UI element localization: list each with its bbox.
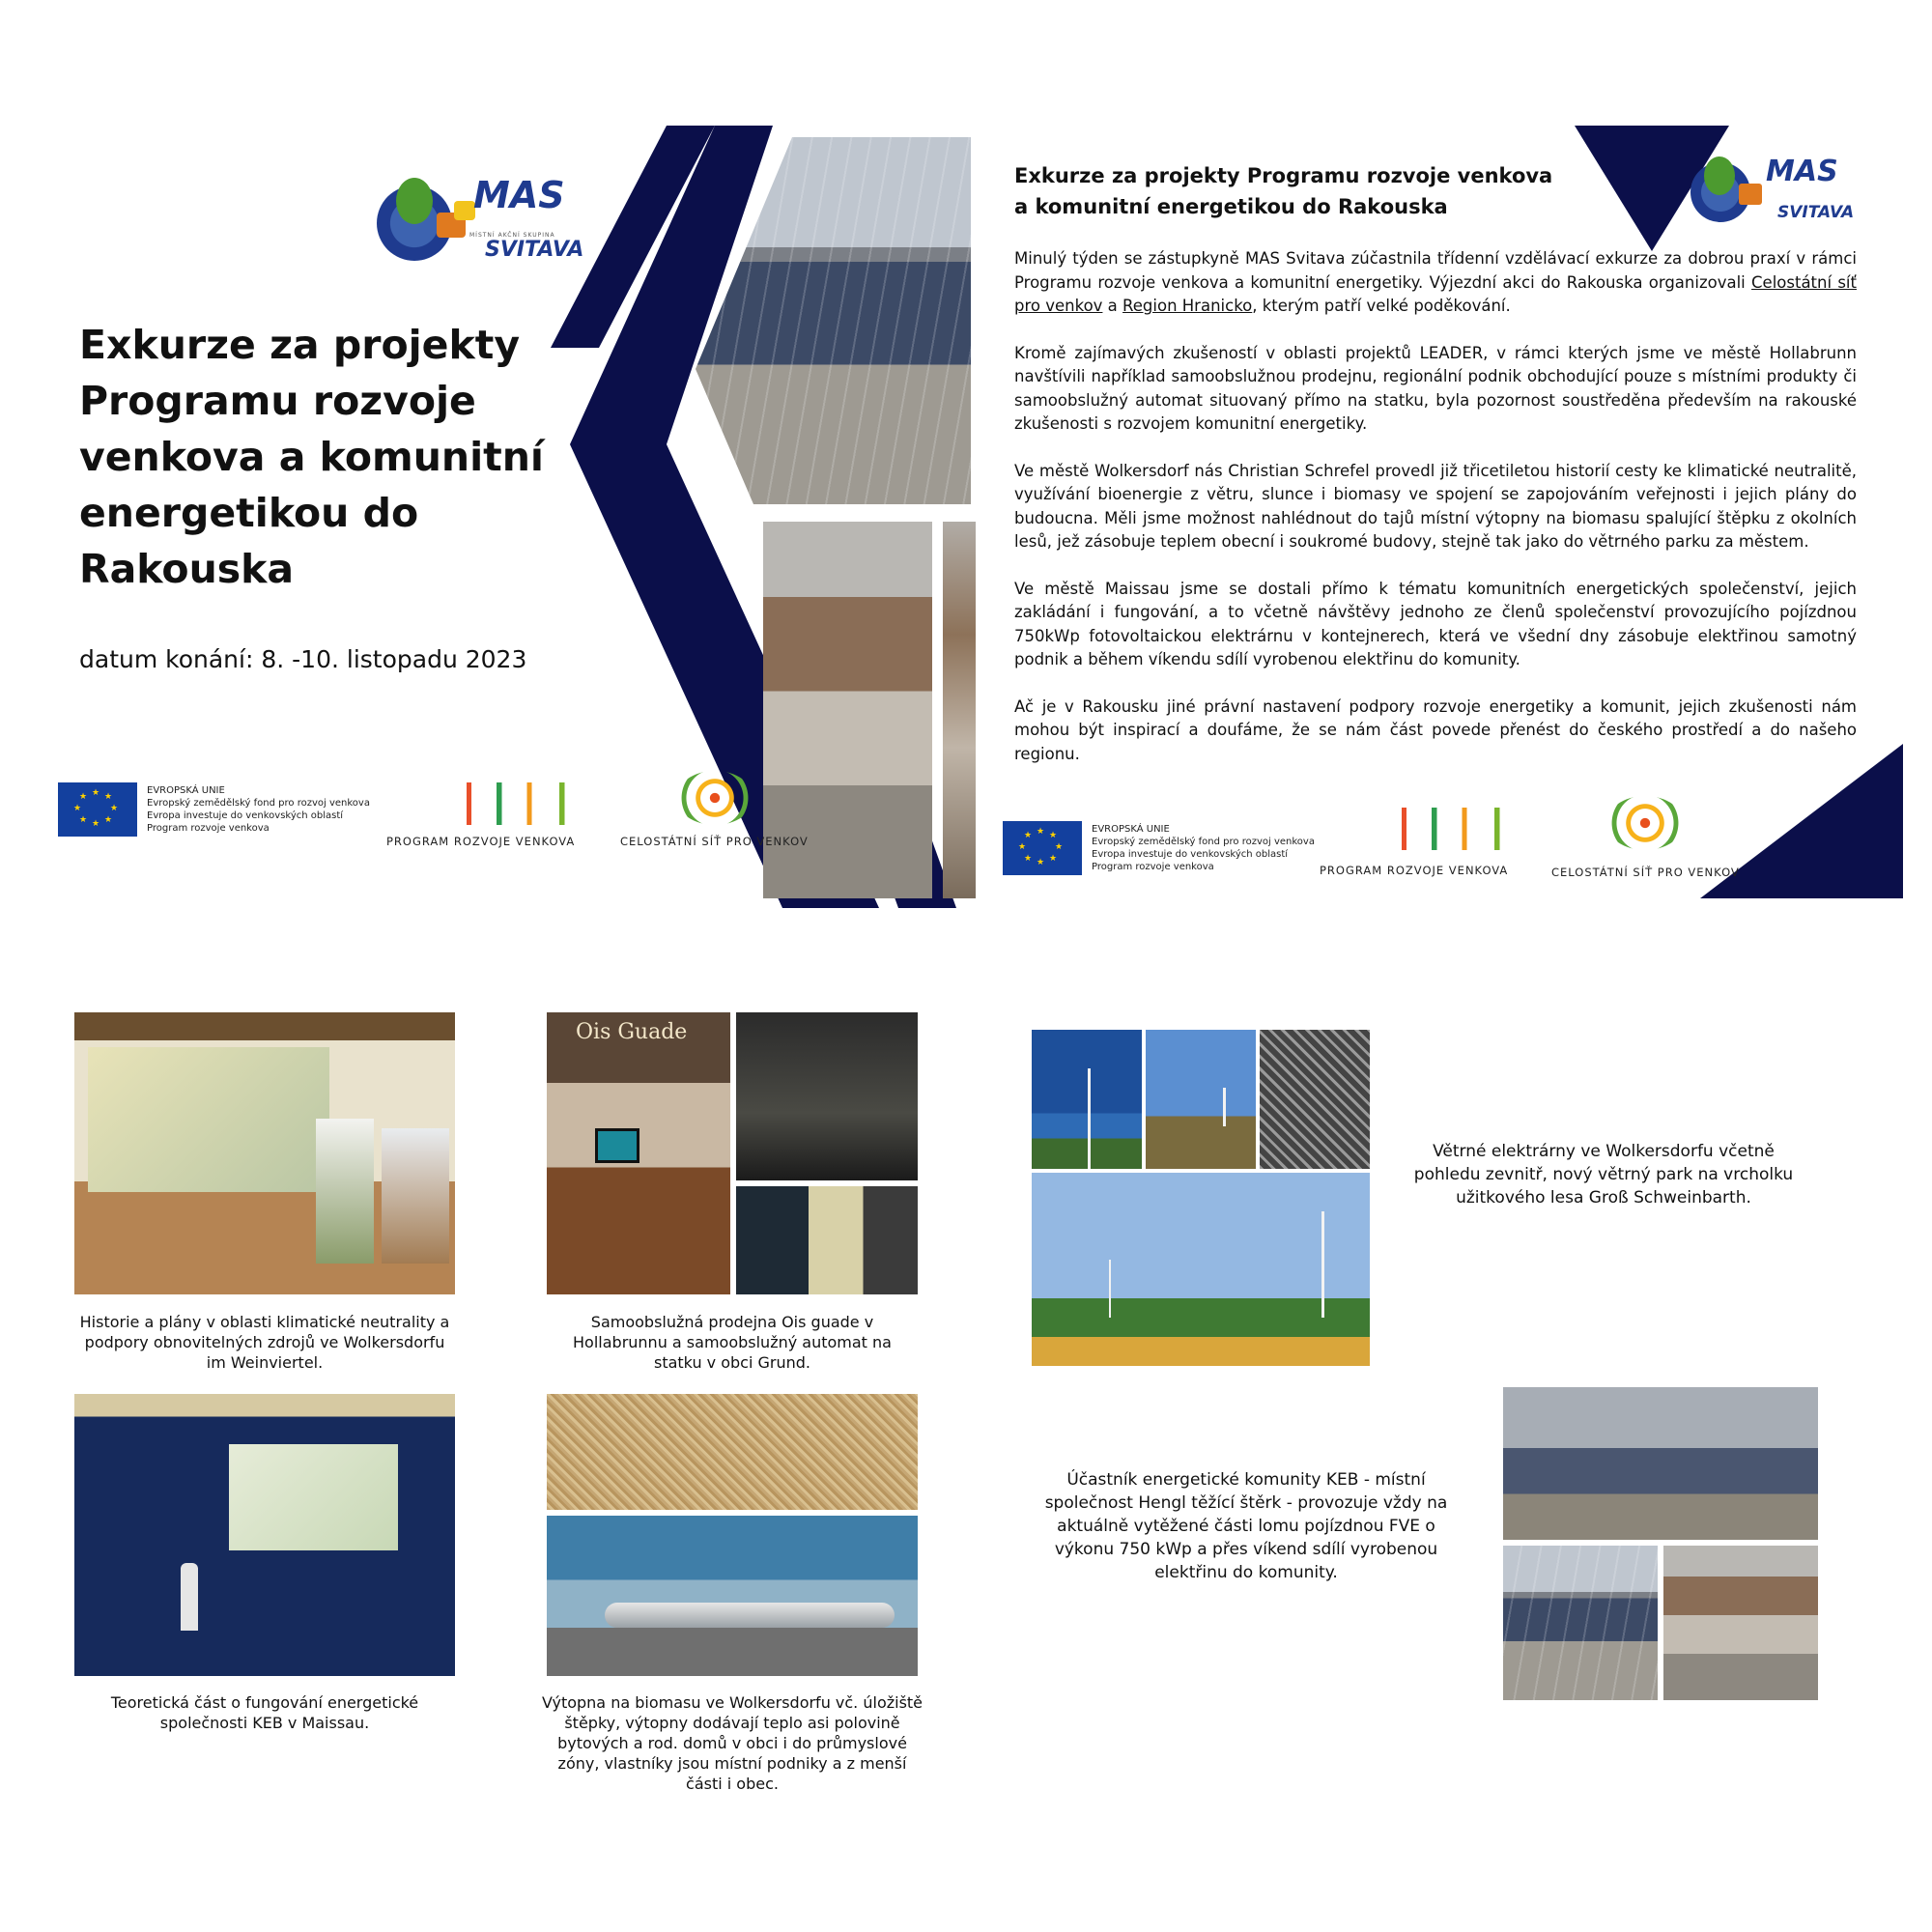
right-page <box>976 126 1903 898</box>
logo-svitava-text-small: SVITAVA <box>1777 203 1855 222</box>
paragraph-1: Minulý týden se zástupkyně MAS Svitava zúčastnila třídenní vzdělávací exkurze za dobrou praxí v rámci Programu rozvoje venkova a komunitní energetiky. Výjezdní akci do Rakouska organizovali Celostátní síť pro venkov a Region Hranicko, kterým patří velké poděkování. <box>1014 249 1857 315</box>
photo-wood-chips <box>547 1394 918 1510</box>
rollup-banner-2 <box>382 1128 449 1264</box>
puzzle-icon-small <box>1739 184 1762 205</box>
puzzle-icon-2 <box>454 201 475 220</box>
link-celostatni-sit[interactable]: Celostátní síť pro venkov <box>1014 272 1857 315</box>
caption-wolkersdorf-history: Historie a plány v oblasti klimatické neutrality a podpory obnovitelných zdrojů ve Wolkersdorfu im Weinviertel. <box>79 1313 450 1372</box>
photo-ois-guade-shop <box>547 1012 730 1294</box>
paragraph-3: Ve městě Wolkersdorf nás Christian Schrefel provedl již třicetiletou historií cesty ke klimatické neutralitě, využívání bioenergie z větru, slunce i biomasy ve spojení se zapojováním veřejnosti i jejich plány do budoucna. Měli jsme možnost nahlédnout do tajů místní výtopny na biomasu spalující štěpku z okolních lesů, jež zásobuje teplem obecní i soukromé budovy, stejně tak jako do větrného parku za městem. <box>1014 461 1857 551</box>
eu-flag-icon: ★ ★ ★ ★ ★ ★ ★ ★ <box>58 782 137 837</box>
tree-icon-small <box>1704 156 1735 195</box>
paragraph-5: Ač je v Rakousku jiné právní nastavení podpory rozvoje energetiky a komunit, jejich zkušenosti nám mohou být inspirací a doufáme, že se nám část povede přenést do českého prostředí a do našeho regionu. <box>1014 696 1857 763</box>
title-line-3: venkova a komunitní <box>79 434 544 480</box>
photo-turbine-inside <box>1260 1030 1370 1169</box>
paragraph-4: Ve městě Maissau jsme se dostali přímo k tématu komunitních energetických společenství, jejich zakládání i fungování, a to včetně návštěvy jednoho ze členů společenství provozujícího pojízdnou 750kWp fotovoltaickou elektrárnu v kontejnerech, která ve všední dny zásobuje elektřinou samotný podnik a během víkendu sdílí vyrobenou elektřinu do komunity. <box>1014 579 1857 668</box>
photo-boiler-room <box>547 1516 918 1676</box>
eu-text-right: EVROPSKÁ UNIE Evropský zemědělský fond pro rozvoj venkova Evropa investuje do venkovských oblastí Program rozvoje venkova <box>1092 824 1315 872</box>
photo-quarry <box>943 522 976 898</box>
tree-icon <box>396 178 433 224</box>
photo-vending-door <box>736 1012 918 1180</box>
caption-biomass-plant: Výtopna na biomasu ve Wolkersdorfu vč. úložiště štěpky, výtopny dodávají teplo asi polovině bytových a rod. domů v obci i do průmyslové zóny, vlastníky jsou místní podniky a z menší části i obec. <box>541 1693 923 1793</box>
pipe <box>605 1603 895 1628</box>
caption-keb-theory: Teoretická část o fungování energetické společnosti KEB v Maissau. <box>110 1693 419 1732</box>
photo-vending-machine <box>736 1186 918 1294</box>
photo-solar-field <box>1503 1387 1818 1540</box>
photo-solar-container <box>1503 1546 1658 1700</box>
prv-text: PROGRAM ROZVOJE VENKOVA <box>386 835 576 848</box>
title-line-1: Exkurze za projekty <box>79 322 521 368</box>
projection-screen <box>88 1047 329 1192</box>
eu-line-2: Evropský zemědělský fond pro rozvoj venkova <box>147 798 370 809</box>
photo-keb-presentation <box>74 1394 455 1676</box>
kiosk-screen <box>595 1128 639 1163</box>
rollup-banner <box>316 1119 374 1264</box>
article-body <box>1014 247 1857 789</box>
prv-logo-icon <box>454 782 580 825</box>
eu-text <box>147 784 370 835</box>
photo-gravel-quarry <box>1663 1546 1818 1700</box>
caption-ois-guade: Samoobslužná prodejna Ois guade v Hollabrunnu a samoobslužný automat na statku v obci Grund. <box>573 1313 892 1372</box>
mas-svitava-logo-small <box>1690 155 1864 232</box>
event-date: datum konání: 8. -10. listopadu 2023 <box>79 645 527 673</box>
photo-wolkersdorf-hall <box>74 1012 455 1294</box>
page-title <box>79 317 562 597</box>
logo-sub-text: MÍSTNÍ AKČNÍ SKUPINA <box>469 232 555 239</box>
eu-line-1: EVROPSKÁ UNIE <box>147 785 225 796</box>
keb-projection-screen <box>229 1444 398 1550</box>
title-line-5: Rakouska <box>79 546 295 592</box>
caption-wind-parks: Větrné elektrárny ve Wolkersdorfu včetně pohledu zevnitř, nový větrný park na vrcholku užitkového lesa Groß Schweinbarth. <box>1413 1142 1794 1208</box>
photo-wind-turbine-1 <box>1032 1030 1142 1169</box>
caption-keb-member: Účastník energetické komunity KEB - místní společnost Hengl těžící štěrk - provozuje vždy na aktuálně vytěžené části lomu pojízdnou FVE o výkonu 750 kWp a přes víkend sdílí vyrobenou elektřinu do komunity. <box>1044 1470 1448 1582</box>
speaker <box>181 1563 198 1631</box>
title-line-4: energetikou do <box>79 490 419 536</box>
css-text-right: CELOSTÁTNÍ SÍŤ PRO VENKOV <box>1551 866 1740 879</box>
left-footer-logos <box>58 782 809 860</box>
css-text: CELOSTÁTNÍ SÍŤ PRO VENKOV <box>620 835 809 848</box>
paragraph-2: Kromě zajímavých zkušeností v oblasti projektů LEADER, v rámci kterých jsme ve městě Hollabrunn navštívili například samoobslužnou prodejnu, regionální podnik obchodující pouze s místními produkty či samoobslužný automat situovaný přímo na statku, byla pozornost soustředěna především na rakouské zkušenosti s rozvojem komunitní energetiky. <box>1014 343 1857 433</box>
title-line-2: Programu rozvoje <box>79 378 476 424</box>
eu-line-3: Evropa investuje do venkovských oblastí <box>147 810 344 821</box>
css-logo-icon <box>676 771 753 825</box>
ois-guade-sign: Ois Guade <box>576 1020 688 1044</box>
right-footer-logos <box>1003 821 1740 898</box>
prv-logo-icon-right <box>1389 808 1515 850</box>
photo-vineyard-turbine <box>1146 1030 1256 1169</box>
article-heading <box>1014 160 1633 222</box>
heading-line-2: a komunitní energetikou do Rakouska <box>1014 195 1448 218</box>
css-logo-icon-right <box>1606 796 1684 850</box>
eu-line-4: Program rozvoje venkova <box>147 823 270 834</box>
eu-flag-icon-right: ★ ★ ★ ★ ★ ★ ★ ★ <box>1003 821 1082 875</box>
logo-mas-text-small: MAS <box>1766 155 1838 188</box>
heading-line-1: Exkurze za projekty Programu rozvoje venkova <box>1014 164 1553 187</box>
logo-mas-text: MAS <box>473 174 565 216</box>
link-region-hranicko[interactable]: Region Hranicko <box>1122 297 1253 315</box>
prv-text-right: PROGRAM ROZVOJE VENKOVA <box>1320 864 1509 877</box>
photo-wind-park <box>1032 1173 1370 1366</box>
logo-svitava-text: SVITAVA <box>485 238 584 262</box>
